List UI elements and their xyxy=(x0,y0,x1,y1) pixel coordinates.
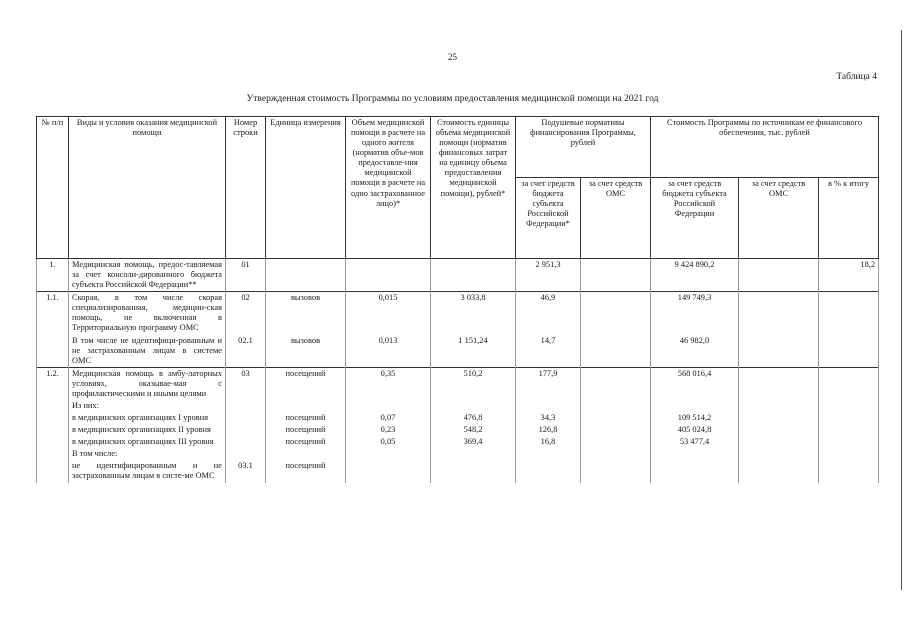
row-per-capita-oms xyxy=(581,292,651,335)
row-total-budget: 9 424 890,2 xyxy=(651,259,739,292)
row-per-capita-oms xyxy=(581,448,651,460)
row-per-capita-budget: 14,7 xyxy=(516,335,581,368)
header-row-no: Номер строки xyxy=(226,117,266,259)
row-per-capita-oms xyxy=(581,460,651,482)
table-row xyxy=(37,335,879,368)
row-total-pct xyxy=(819,460,879,482)
row-total-oms xyxy=(739,412,819,424)
row-total-pct xyxy=(819,424,879,436)
row-unit xyxy=(266,448,346,460)
row-volume xyxy=(346,460,431,482)
row-cost: 3 033,8 xyxy=(431,292,516,335)
table-label: Таблица 4 xyxy=(836,72,877,82)
row-name: В том числе не идентифици-рованным и не застрахованным лицам в системе ОМС xyxy=(69,335,226,368)
row-total-pct xyxy=(819,367,879,400)
row-total-oms xyxy=(739,436,819,448)
row-total-oms xyxy=(739,367,819,400)
row-per-capita-budget: 34,3 xyxy=(516,412,581,424)
row-name: в медицинских организациях II уровня xyxy=(69,424,226,436)
row-num: 1. xyxy=(37,259,69,292)
row-cost: 369,4 xyxy=(431,436,516,448)
row-per-capita-oms xyxy=(581,436,651,448)
row-cost: 476,8 xyxy=(431,412,516,424)
row-per-capita-budget: 2 951,3 xyxy=(516,259,581,292)
row-total-pct xyxy=(819,448,879,460)
row-name: Медицинская помощь в амбу-латорных условиях, оказывае-мая с профилактическими и иными целями xyxy=(69,367,226,400)
row-total-pct xyxy=(819,292,879,335)
row-volume xyxy=(346,448,431,460)
row-per-capita-oms xyxy=(581,367,651,400)
row-per-capita-budget xyxy=(516,460,581,482)
row-name: Медицинская помощь, предос-тавляемая за счет консоли-дированного бюджета субъекта Российской Федерации** xyxy=(69,259,226,292)
row-per-capita-oms xyxy=(581,424,651,436)
row-num: 1.2. xyxy=(37,367,69,400)
header-total: Стоимость Программы по источникам ее финансового обеспечения, тыс. рублей xyxy=(651,117,879,178)
header-unit: Единица измерения xyxy=(266,117,346,259)
header-volume: Объем медицинской помощи в расчете на одного жителя (норматив объе-мов предоставле-ния медицинской помощи в расчете на одно застрахованное лицо)* xyxy=(346,117,431,259)
header-cost-unit: Стоимость единицы объема медицинской помощи (норматив финансовых затрат на единицу объема предоставления медицинской помощи), рублей* xyxy=(431,117,516,259)
row-name: Из них: xyxy=(69,400,226,412)
row-total-pct: 18,2 xyxy=(819,259,879,292)
row-per-capita-budget xyxy=(516,400,581,412)
row-total-budget: 109 514,2 xyxy=(651,412,739,424)
row-total-oms xyxy=(739,292,819,335)
row-total-pct xyxy=(819,400,879,412)
row-number xyxy=(226,436,266,448)
row-num xyxy=(37,436,69,448)
row-total-pct xyxy=(819,335,879,368)
row-total-budget: 149 749,3 xyxy=(651,292,739,335)
row-volume: 0,07 xyxy=(346,412,431,424)
row-unit: посещений xyxy=(266,460,346,482)
row-num xyxy=(37,412,69,424)
row-cost xyxy=(431,259,516,292)
row-cost: 548,2 xyxy=(431,424,516,436)
row-number xyxy=(226,400,266,412)
table-row xyxy=(37,424,879,436)
row-volume: 0,015 xyxy=(346,292,431,335)
table-row xyxy=(37,259,879,292)
row-total-budget xyxy=(651,400,739,412)
row-total-budget xyxy=(651,460,739,482)
row-cost xyxy=(431,400,516,412)
row-total-oms xyxy=(739,460,819,482)
row-per-capita-oms xyxy=(581,259,651,292)
row-per-capita-budget: 177,9 xyxy=(516,367,581,400)
row-per-capita-budget: 46,9 xyxy=(516,292,581,335)
table-row xyxy=(37,367,879,400)
row-unit: вызовов xyxy=(266,292,346,335)
row-total-oms xyxy=(739,259,819,292)
row-number xyxy=(226,448,266,460)
header-per-capita-budget: за счет средств бюджета субъекта Российской Федерации* xyxy=(516,178,581,259)
row-unit: посещений xyxy=(266,412,346,424)
row-num xyxy=(37,424,69,436)
header-per-capita-oms: за счет средств ОМС xyxy=(581,178,651,259)
row-name: Скорая, в том числе скорая специализированная, медицин-ская помощь, не включенная в Территориальную программу ОМС xyxy=(69,292,226,335)
header-kind: Виды и условия оказания медицинской помощи xyxy=(69,117,226,259)
row-unit: посещений xyxy=(266,436,346,448)
row-total-budget xyxy=(651,448,739,460)
row-per-capita-budget xyxy=(516,448,581,460)
scan-edge-line xyxy=(901,30,902,590)
table-row xyxy=(37,292,879,335)
table-row xyxy=(37,436,879,448)
header-num: № п/п xyxy=(37,117,69,259)
header-per-capita: Подушевые нормативы финансирования Программы, рублей xyxy=(516,117,651,178)
row-total-oms xyxy=(739,448,819,460)
row-per-capita-budget: 16,8 xyxy=(516,436,581,448)
row-num xyxy=(37,448,69,460)
page-number: 25 xyxy=(448,52,457,62)
row-cost xyxy=(431,448,516,460)
row-volume: 0,23 xyxy=(346,424,431,436)
row-volume xyxy=(346,259,431,292)
row-number: 03 xyxy=(226,367,266,400)
row-name: в медицинских организациях I уровня xyxy=(69,412,226,424)
row-name: не идентифицированным и не застрахованным лицам в систе-ме ОМС xyxy=(69,460,226,482)
row-total-budget: 405 024,8 xyxy=(651,424,739,436)
header-total-oms: за счет средств ОМС xyxy=(739,178,819,259)
row-number: 02 xyxy=(226,292,266,335)
row-cost: 1 151,24 xyxy=(431,335,516,368)
row-num: 1.1. xyxy=(37,292,69,335)
row-total-oms xyxy=(739,400,819,412)
row-name: в медицинских организациях III уровня xyxy=(69,436,226,448)
table-row xyxy=(37,400,879,412)
row-volume: 0,013 xyxy=(346,335,431,368)
row-total-budget: 53 477,4 xyxy=(651,436,739,448)
row-per-capita-oms xyxy=(581,400,651,412)
row-number: 03.1 xyxy=(226,460,266,482)
row-number: 02.1 xyxy=(226,335,266,368)
row-unit: вызовов xyxy=(266,335,346,368)
table-row xyxy=(37,460,879,482)
row-total-budget: 46 982,0 xyxy=(651,335,739,368)
row-volume: 0,35 xyxy=(346,367,431,400)
row-total-oms xyxy=(739,335,819,368)
row-per-capita-oms xyxy=(581,412,651,424)
row-total-pct xyxy=(819,436,879,448)
row-cost: 510,2 xyxy=(431,367,516,400)
row-unit xyxy=(266,400,346,412)
row-per-capita-budget: 126,8 xyxy=(516,424,581,436)
row-number: 01 xyxy=(226,259,266,292)
row-volume: 0,05 xyxy=(346,436,431,448)
row-per-capita-oms xyxy=(581,335,651,368)
row-num xyxy=(37,335,69,368)
document-title: Утвержденная стоимость Программы по условиям предоставления медицинской помощи на 2021 год xyxy=(246,94,659,104)
row-total-pct xyxy=(819,412,879,424)
cost-table xyxy=(36,116,879,483)
row-total-budget: 568 016,4 xyxy=(651,367,739,400)
row-cost xyxy=(431,460,516,482)
row-number xyxy=(226,424,266,436)
row-volume xyxy=(346,400,431,412)
header-total-pct: в % к итогу xyxy=(819,178,879,259)
header-total-budget: за счет средств бюджета субъекта Российской Федерации xyxy=(651,178,739,259)
row-num xyxy=(37,400,69,412)
row-unit: посещений xyxy=(266,367,346,400)
row-name: В том числе: xyxy=(69,448,226,460)
row-unit xyxy=(266,259,346,292)
table-row xyxy=(37,448,879,460)
row-unit: посещений xyxy=(266,424,346,436)
row-number xyxy=(226,412,266,424)
table-row xyxy=(37,412,879,424)
row-total-oms xyxy=(739,424,819,436)
row-num xyxy=(37,460,69,482)
